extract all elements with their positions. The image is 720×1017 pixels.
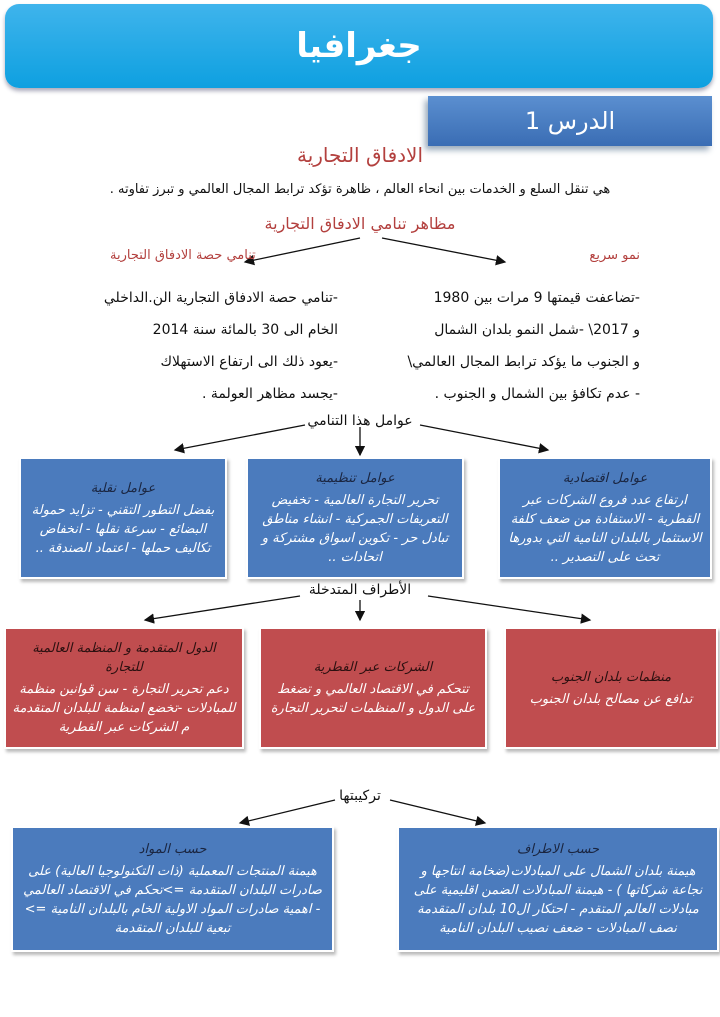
lesson-label: الدرس 1: [428, 96, 712, 146]
aspect-right-list: [407, 282, 640, 410]
list-item: -يجسد مظاهر العولمة .: [202, 386, 338, 402]
box-text: تدافع عن مصالح بلدان الجنوب: [529, 691, 693, 707]
structure-by-actors: [397, 826, 719, 952]
structure-title: تركيبتها: [339, 788, 381, 804]
structure-by-goods: [11, 826, 334, 952]
page-title: جغرافيا: [296, 26, 422, 66]
list-item: -تضاعفت قيمتها 9 مرات بين 1980: [433, 290, 640, 306]
aspect-right-heading: نمو سريع: [589, 248, 640, 263]
actor-multinationals: [259, 627, 487, 749]
actors-title: الأطراف المتدخلة: [308, 582, 412, 598]
box-title: عوامل تنظيمية: [315, 471, 395, 486]
section-title: الادفاق التجارية: [296, 143, 424, 167]
aspect-left-list: [104, 282, 338, 410]
aspects-title: مظاهر تنامي الادفاق التجارية: [264, 214, 456, 233]
actor-developed-wto: [4, 627, 244, 749]
box-title: عوامل اقتصادية: [562, 471, 648, 486]
box-text: تحرير التجارة العالمية - تخفيض التعريفات الجمركية - انشاء مناطق تبادل حر - تكوين اسواق مشتركة و اتحادات ..: [261, 493, 449, 565]
box-text: هيمنة المنتجات المعملية (ذات التكنولوجيا العالية) على صادرات البلدان المتقدمة =>تحكم في الاقتصاد العالمي - اهمية صادرات المواد الاولية الخام بالبلدان النامية => تبعية للبلدان المتقدمة: [23, 864, 322, 936]
box-text: تتحكم في الاقتصاد العالمي و تضغط على الدول و المنظمات لتحرير التجارة: [270, 682, 476, 716]
box-title: حسب الاطراف: [516, 842, 600, 857]
aspect-left-heading: تنامي حصة الادفاق التجارية: [110, 248, 256, 263]
factor-transport: [19, 457, 227, 579]
box-text: دعم تحرير التجارة - سن قوانين منظمة للمبادلات -تخضع امنظمة للبلدان المتقدمة م الشركات عبر القطرية: [12, 682, 236, 735]
factors-title: عوامل هذا التنامي: [307, 413, 413, 429]
factor-economic: [498, 457, 712, 579]
box-title: حسب المواد: [138, 842, 207, 857]
list-item: - عدم تكافؤ بين الشمال و الجنوب .: [434, 386, 640, 402]
definition: هي تنقل السلع و الخدمات بين انحاء العالم ، ظاهرة تؤكد ترابط المجال العالمي و تبرز تفاوته .: [109, 182, 611, 197]
list-item: و الجنوب ما يؤكد ترابط المجال العالمي\: [407, 354, 640, 370]
list-item: الخام الى 30 بالمائة سنة 2014: [152, 322, 338, 338]
box-title: الدول المتقدمة و المنظمة العالمية للتجارة: [32, 641, 216, 675]
box-text: ارتفاع عدد فروع الشركات عبر القطرية - الاستفادة من ضعف كلفة الاستثمار بالبلدان النامية التي بدورها تحث على التصدير ..: [508, 493, 702, 565]
list-item: و 2017\ -شمل النمو بلدان الشمال: [434, 322, 640, 338]
box-title: منظمات بلدان الجنوب: [550, 669, 672, 685]
box-title: الشركات عبر القطرية: [313, 660, 433, 675]
box-title: عوامل نقلية: [90, 480, 156, 496]
factor-regulatory: [246, 457, 464, 579]
box-text: هيمنة بلدان الشمال على المبادلات(ضخامة انتاجها و نجاعة شركاتها ) - هيمنة المبادلات الضمن اقليمية على مبادلات العالم المتقدم - احتكار ال10 بلدان المتقدمة نصف المبادلات - ضعف نصيب البلدان النامية: [413, 864, 703, 936]
list-item: -يعود ذلك الى ارتفاع الاستهلاك: [160, 354, 338, 370]
actor-south-orgs: [504, 627, 718, 749]
box-text: بفضل التطور التقني - تزايد حمولة البضائع - سرعة نقلها - انخفاض تكاليف حملها - اعتماد الصندقة ..: [31, 502, 215, 556]
list-item: -تنامي حصة الادفاق التجارية الن.الداخلي: [103, 290, 338, 306]
